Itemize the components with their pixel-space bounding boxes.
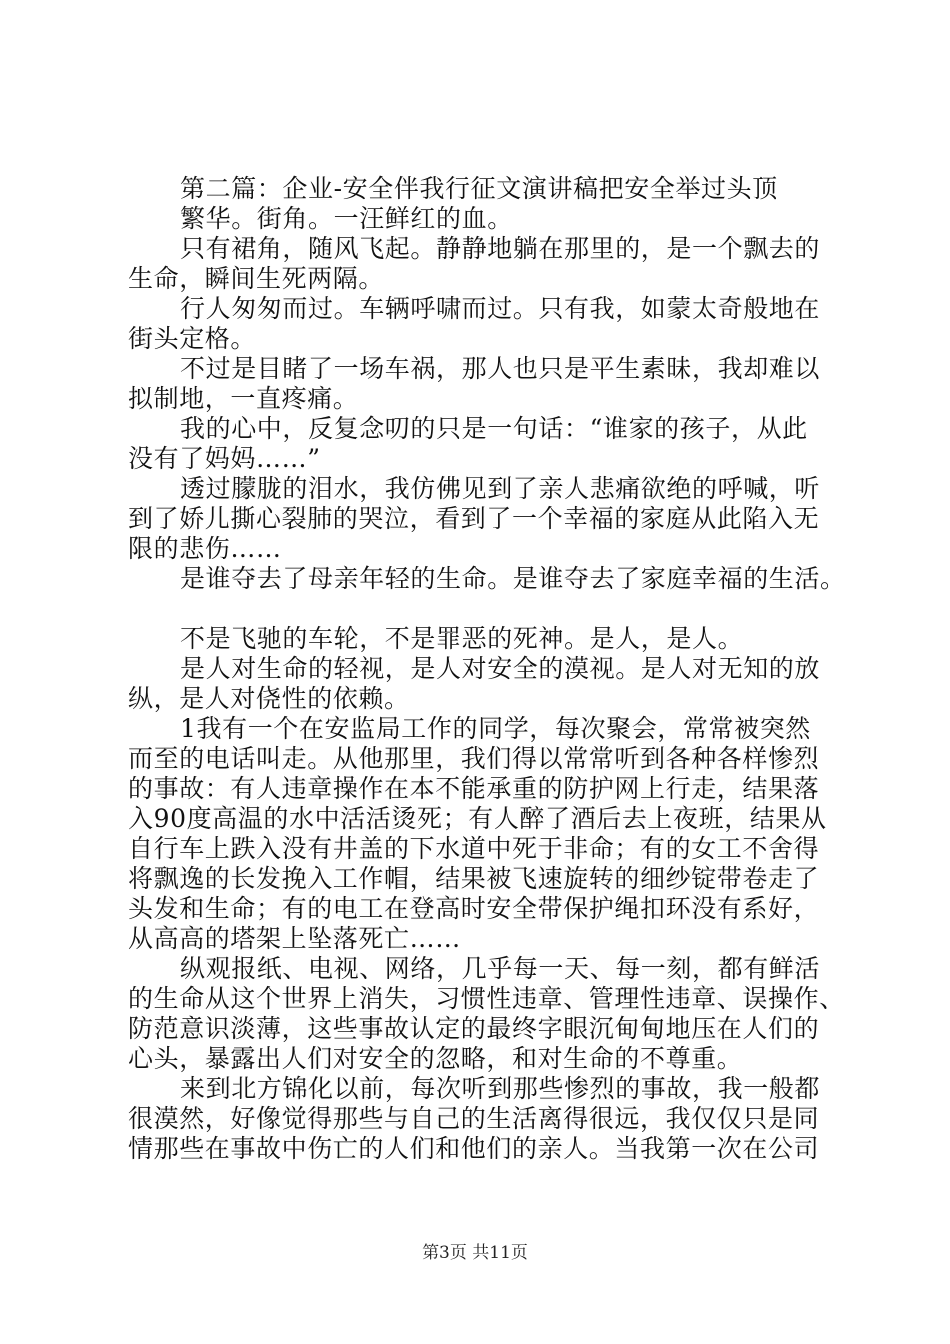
text-line: 是人对生命的轻视，是人对安全的漠视。是人对无知的放 [180,654,821,683]
document-body [128,174,846,1164]
text-line: 纵，是人对侥性的依赖。 [128,684,410,713]
text-line: 没有了妈妈……” [128,444,321,473]
text-line: 不过是目睹了一场车祸，那人也只是平生素昧，我却难以 [180,354,821,383]
text-line: 只有裙角，随风飞起。静静地躺在那里的，是一个飘去的 [180,234,821,263]
text-line: 行人匆匆而过。车辆呼啸而过。只有我，如蒙太奇般地在 [180,294,821,323]
text-line: 透过朦胧的泪水，我仿佛见到了亲人悲痛欲绝的呼喊，听 [180,474,821,503]
text-line: 我的心中，反复念叨的只是一句话：“谁家的孩子，从此 [180,414,808,443]
text-line: 1我有一个在安监局工作的同学，每次聚会，常常被突然 [180,714,811,743]
text-line: 而至的电话叫走。从他那里，我们得以常常听到各种各样惨烈 [128,744,820,773]
text-line: 自行车上跌入没有井盖的下水道中死于非命；有的女工不舍得 [128,834,820,863]
text-line: 限的悲伤…… [128,534,282,563]
text-line: 情那些在事故中伤亡的人们和他们的亲人。当我第一次在公司 [128,1134,820,1163]
text-line: 生命，瞬间生死两隔。 [128,264,385,293]
text-line: 繁华。街角。一汪鲜红的血。 [180,204,513,233]
page-footer: 第3页 共11页 [422,1243,528,1263]
text-line: 从高高的塔架上坠落死亡…… [128,924,461,953]
text-line: 来到北方锦化以前，每次听到那些惨烈的事故，我一般都 [180,1074,821,1103]
text-line: 很漠然，好像觉得那些与自己的生活离得很远，我仅仅只是同 [128,1104,820,1133]
text-line: 是谁夺去了母亲年轻的生命。是谁夺去了家庭幸福的生活。 [180,564,846,593]
text-line: 将飘逸的长发挽入工作帽，结果被飞速旋转的细纱锭带卷走了 [128,864,820,893]
text-line: 防范意识淡薄，这些事故认定的最终字眼沉甸甸地压在人们的 [128,1014,820,1043]
text-line: 纵观报纸、电视、网络，几乎每一天、每一刻，都有鲜活 [180,954,821,983]
text-line: 入90度高温的水中活活烫死；有人醉了酒后去上夜班，结果从 [128,804,827,833]
text-line: 街头定格。 [128,324,257,353]
text-line: 的事故：有人违章操作在本不能承重的防护网上行走，结果落 [128,774,820,803]
text-line: 头发和生命；有的电工在登高时安全带保护绳扣环没有系好， [128,894,820,923]
text-line: 的生命从这个世界上消失，习惯性违章、管理性违章、误操作、 [128,984,845,1013]
blank-line [128,594,838,624]
text-line: 到了娇儿撕心裂肺的哭泣，看到了一个幸福的家庭从此陷入无 [128,504,820,533]
document-title-line: 第二篇：企业-安全伴我行征文演讲稿把安全举过头顶 [180,174,778,203]
text-line: 心头，暴露出人们对安全的忽略，和对生命的不尊重。 [128,1044,743,1073]
text-line: 不是飞驰的车轮，不是罪恶的死神。是人，是人。 [180,624,744,653]
text-line: 拟制地，一直疼痛。 [128,384,359,413]
